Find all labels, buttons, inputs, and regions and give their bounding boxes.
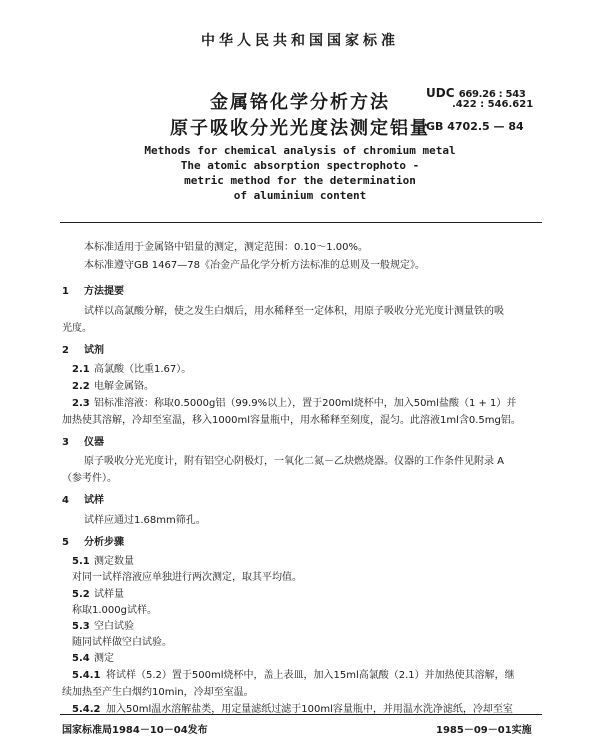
item-2-3-line-1 [72, 394, 516, 409]
item-5-4-2-number: 5.4.2 [72, 704, 101, 715]
section-5-number: 5 [62, 537, 69, 548]
section-2-title: 试剂 [84, 345, 104, 356]
section-3-number: 3 [62, 437, 69, 448]
section-1-body-line-2: 光度。 [62, 323, 92, 334]
section-4-heading [62, 491, 104, 506]
item-5-4-1-line-2: 续加热至产生白烟约10min，冷却至室温。 [62, 687, 254, 698]
item-5-3-title: 空白试验 [94, 621, 134, 632]
scope-paragraph: 本标准适用于金属铬中铝量的测定，测定范围：0.10～1.00%。 [84, 242, 369, 253]
effective-date: 1985－09－01实施 [436, 725, 532, 736]
item-5-4-title: 测定 [94, 653, 114, 664]
item-5-3-number: 5.3 [72, 621, 90, 632]
compliance-paragraph: 本标准遵守GB 1467—78《冶金产品化学分析方法标准的总则及一般规定》。 [84, 260, 425, 271]
section-2-number: 2 [62, 345, 69, 356]
section-3-body-line-2: （参考件）。 [62, 473, 117, 484]
item-5-1-number: 5.1 [72, 556, 90, 567]
item-5-4-1-line-1 [72, 666, 515, 681]
section-4-body: 试样应通过1.68mm筛孔。 [84, 515, 206, 526]
item-2-3-text-line-1: 铝标准溶液：称取0.5000g铝（99.9%以上），置于200ml烧杯中，加入50ml盐酸（1 + 1）并 [94, 398, 517, 409]
document-title-line-2: 原子吸收分光光度法测定铝量 [170, 118, 430, 139]
english-title-line-4: of aluminium content [233, 189, 367, 202]
item-5-4-heading [72, 649, 114, 664]
item-2-1-text: 高氯酸（比重1.67）。 [94, 364, 192, 375]
item-5-3-heading [72, 617, 134, 632]
section-1-body-line-1: 试样以高氯酸分解，使之发生白烟后，用水稀释至一定体积，用原子吸收分光光度计测量铁的吸 [84, 306, 504, 317]
item-5-4-number: 5.4 [72, 653, 90, 664]
english-title-line-1: Methods for chemical analysis of chromium metal [144, 144, 456, 157]
item-2-2-number: 2.2 [72, 381, 90, 392]
item-5-2-number: 5.2 [72, 589, 90, 600]
item-2-2-text: 电解金属铬。 [94, 381, 154, 392]
udc-label: UDC [426, 86, 455, 100]
header-divider [60, 222, 542, 223]
english-title-line-3: metric method for the determination [184, 174, 416, 187]
section-1-number: 1 [62, 286, 69, 297]
item-5-1-heading [72, 552, 134, 567]
section-3-body-line-1: 原子吸收分光光度计，附有铝空心阴极灯，一氧化二氮－乙炔燃烧器。仪器的工作条件见附录 A [84, 456, 505, 467]
item-5-1-title: 测定数量 [94, 556, 134, 567]
section-5-heading [62, 533, 124, 548]
section-3-title: 仪器 [84, 437, 104, 448]
section-4-title: 试样 [84, 495, 104, 506]
section-1-heading [62, 282, 124, 297]
document-title-line-1: 金属铬化学分析方法 [210, 92, 390, 113]
item-5-4-2-text-line-1: 加入50ml温水溶解盐类，用定量滤纸过滤于100ml容量瓶中，并用温水洗净滤纸，冷却至室 [106, 704, 513, 715]
section-2-heading [62, 341, 104, 356]
gb-standard-code: GB 4702.5 — 84 [426, 120, 524, 133]
udc-classification [426, 86, 526, 100]
item-5-4-1-text-line-1: 将试样（5.2）置于500ml烧杯中，盖上表皿，加入15ml高氯酸（2.1）并加热使其溶解，继 [106, 670, 515, 681]
issued-date: 国家标准局1984－10－04发布 [62, 725, 208, 736]
national-standard-label: 中华人民共和国国家标准 [201, 33, 399, 49]
english-title-line-2: The atomic absorption spectrophoto - [180, 159, 420, 172]
section-5-title: 分析步骤 [84, 537, 124, 548]
item-2-3-number: 2.3 [72, 398, 90, 409]
section-1-title: 方法提要 [84, 286, 124, 297]
item-2-2 [72, 377, 154, 392]
item-5-1-text: 对同一试样溶液应单独进行两次测定，取其平均值。 [72, 572, 302, 583]
footer-divider [60, 714, 542, 715]
item-5-4-2-line-1 [72, 700, 513, 715]
section-4-number: 4 [62, 495, 69, 506]
udc-code-line-1: 669.26 : 543 [458, 89, 526, 100]
item-5-4-1-number: 5.4.1 [72, 670, 101, 681]
udc-code-line-2: .422 : 546.621 [452, 99, 534, 110]
item-5-2-text: 称取1.000g试样。 [72, 605, 157, 616]
section-3-heading [62, 433, 104, 448]
item-5-2-heading [72, 585, 124, 600]
item-5-3-text: 随同试样做空白试验。 [72, 637, 172, 648]
item-2-1-number: 2.1 [72, 364, 90, 375]
item-2-1 [72, 360, 191, 375]
item-5-2-title: 试样量 [94, 589, 124, 600]
item-2-3-line-2: 加热使其溶解，冷却至室温，移入1000ml容量瓶中，用水稀释至刻度，混匀。此溶液1ml含0.5mg铝。 [62, 415, 521, 426]
